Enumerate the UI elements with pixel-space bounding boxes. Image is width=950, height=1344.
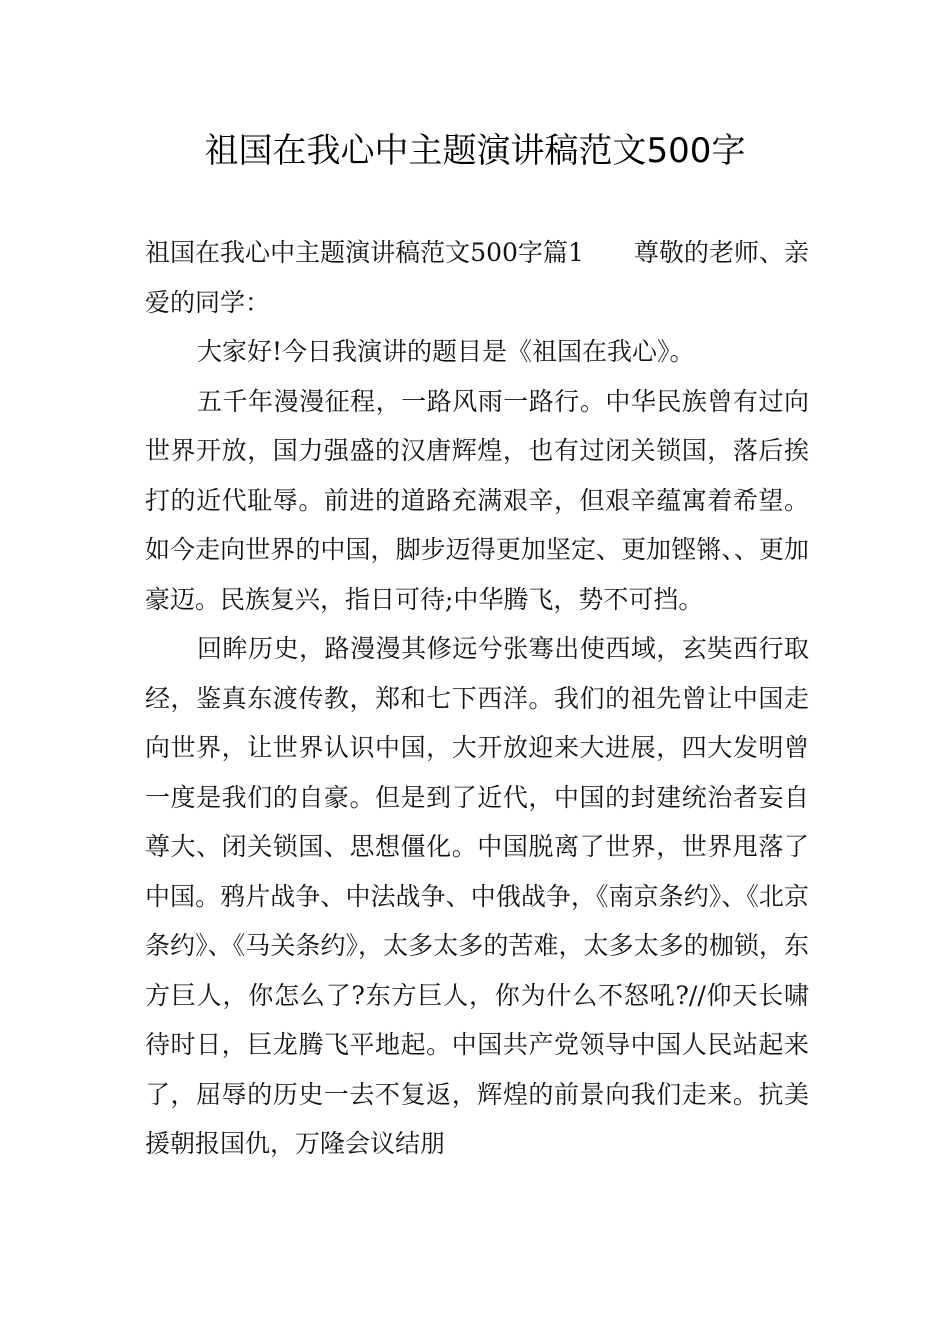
document-body <box>145 228 809 1169</box>
paragraph-journey: 五千年漫漫征程，一路风雨一路行。中华民族曾有过向世界开放，国力强盛的汉唐辉煌，也有过闭关锁国，落后挨打的近代耻辱。前进的道路充满艰辛，但艰辛蕴寓着希望。如今走向世界的中国，脚步迈得更加坚定、更加铿锵、、更加豪迈。民族复兴，指日可待;中华腾飞，势不可挡。 <box>145 386 809 614</box>
paragraph-greeting: 祖国在我心中主题演讲稿范文500字篇1 尊敬的老师、亲爱的同学： <box>145 238 809 317</box>
paragraph-history: 回眸历史，路漫漫其修远兮张骞出使西域，玄奘西行取经，鉴真东渡传教，郑和七下西洋。我们的祖先曾让中国走向世界，让世界认识中国，大开放迎来大进展，四大发明曾一度是我们的自豪。但是到了近代，中国的封建统治者妄自尊大、闭关锁国、思想僵化。中国脱离了世界，世界甩落了中国。鸦片战争、中法战争、中俄战争，《南京条约》、《北京条约》、《马关条约》，太多太多的苦难，太多太多的枷锁，东方巨人，你怎么了?东方巨人，你为什么不怒吼?//仰天长啸待时日，巨龙腾飞平地起。中国共产党领导中国人民站起来了，屈辱的历史一去不复返，辉煌的前景向我们走来。抗美援朝报国仇，万隆会议结朋 <box>145 634 809 1158</box>
paragraph-intro: 大家好!今日我演讲的题目是《祖国在我心》。 <box>197 337 695 366</box>
document-title: 祖国在我心中主题演讲稿范文500字 <box>204 131 746 171</box>
